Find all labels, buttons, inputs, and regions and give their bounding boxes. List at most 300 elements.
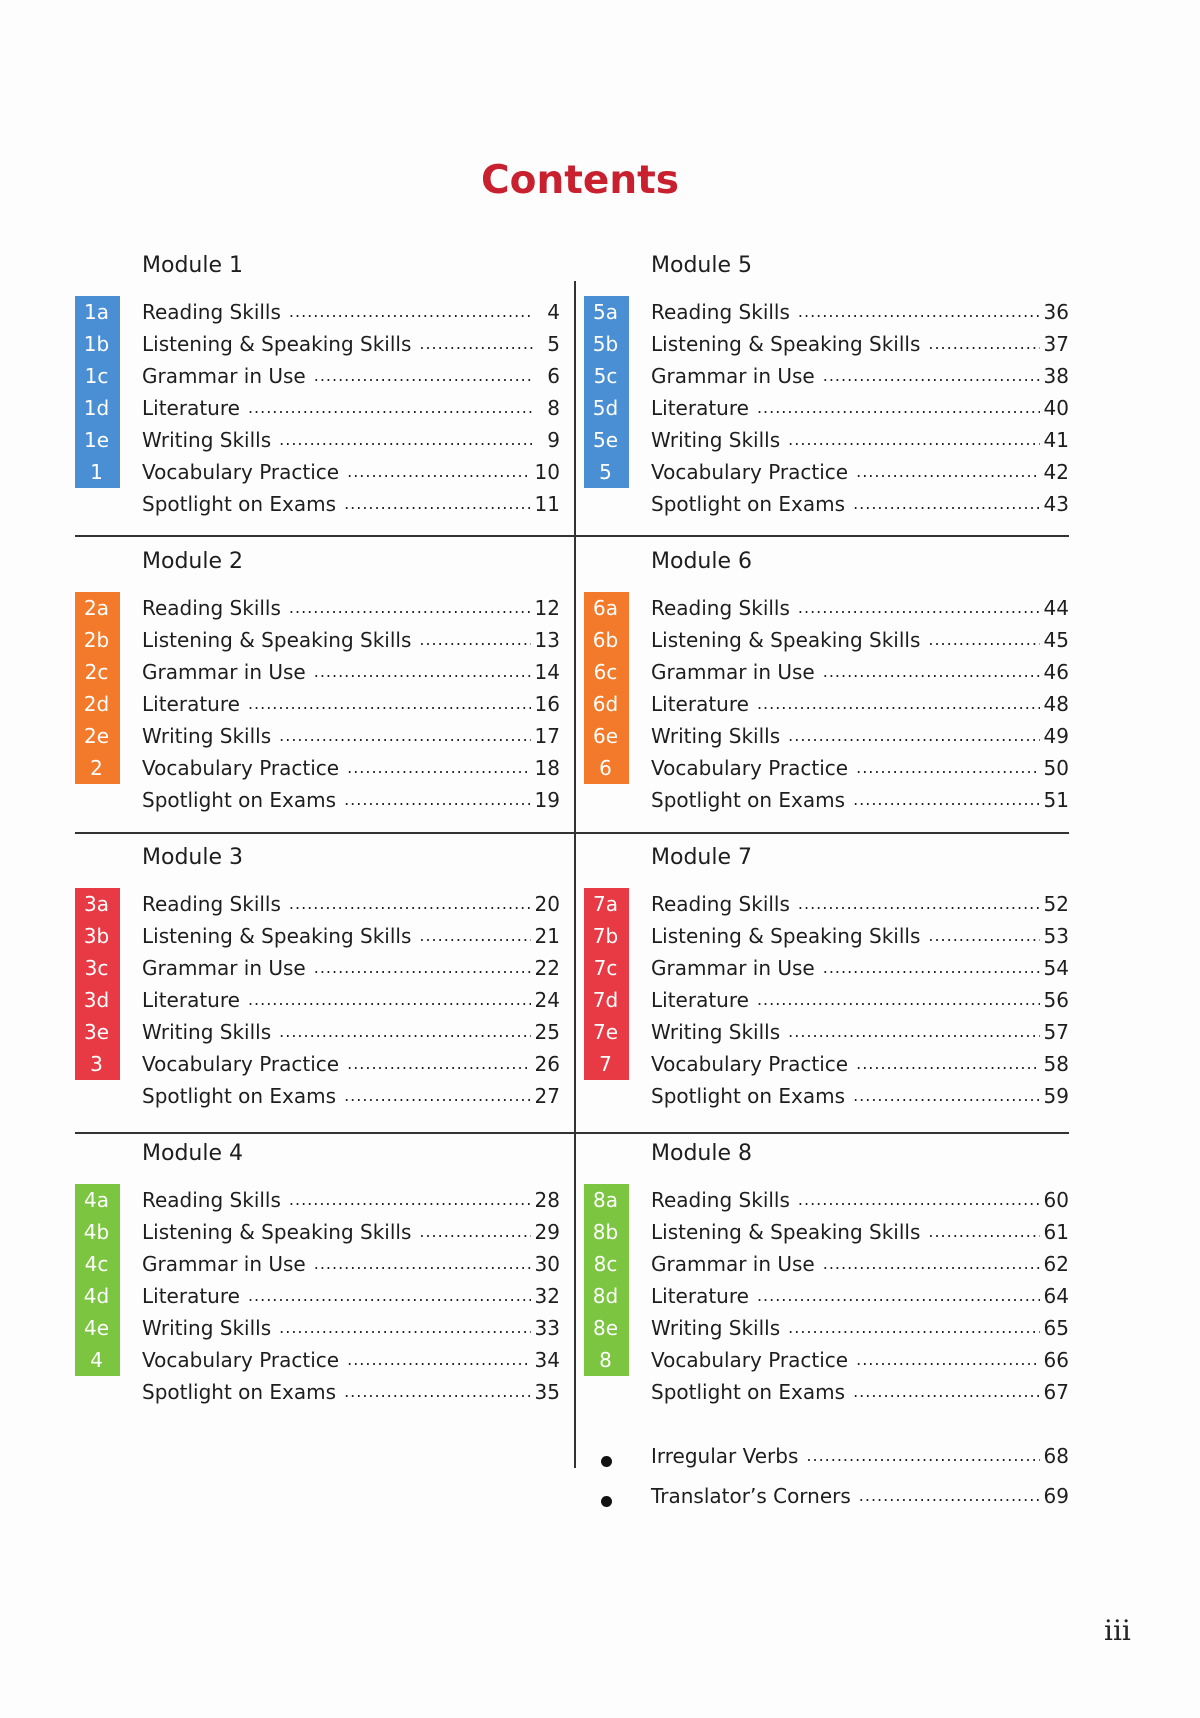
dot-leader — [419, 624, 530, 656]
toc-entry — [651, 1248, 1069, 1280]
toc-row[interactable] — [75, 1048, 560, 1080]
dot-leader — [928, 328, 1039, 360]
section-code-badge: 1a — [75, 296, 120, 328]
toc-row[interactable] — [75, 1016, 560, 1048]
toc-row[interactable] — [584, 392, 1069, 424]
toc-entry-label: Grammar in Use — [142, 660, 306, 684]
toc-entry-page: 20 — [534, 892, 560, 916]
toc-row[interactable] — [584, 624, 1069, 656]
toc-row[interactable] — [584, 688, 1069, 720]
extras-list — [591, 1440, 1069, 1520]
dot-leader — [856, 1344, 1039, 1376]
toc-row[interactable] — [75, 592, 560, 624]
section-code-badge: 6a — [584, 592, 629, 624]
toc-row[interactable] — [584, 424, 1069, 456]
dot-leader — [344, 488, 530, 520]
bullet-icon — [601, 1456, 612, 1467]
toc-row[interactable] — [75, 1080, 560, 1112]
toc-row[interactable] — [584, 328, 1069, 360]
toc-entry-page: 32 — [534, 1284, 560, 1308]
toc-entry-label: Reading Skills — [142, 892, 281, 916]
toc-row[interactable] — [75, 656, 560, 688]
dot-leader — [928, 1216, 1039, 1248]
toc-row[interactable] — [75, 328, 560, 360]
toc-entry-label: Literature — [651, 988, 749, 1012]
page-number: iii — [1104, 1614, 1131, 1647]
toc-entry — [651, 1376, 1069, 1408]
toc-row[interactable] — [584, 592, 1069, 624]
toc-row[interactable] — [75, 888, 560, 920]
toc-entry-label: Vocabulary Practice — [651, 1348, 849, 1372]
toc-entry-label: Grammar in Use — [651, 660, 815, 684]
toc-entry-label: Spotlight on Exams — [142, 492, 337, 516]
dot-leader — [806, 1440, 1039, 1472]
section-code-badge — [75, 1376, 120, 1408]
toc-row[interactable] — [75, 624, 560, 656]
section-code-badge: 8b — [584, 1216, 629, 1248]
toc-entry-label: Writing Skills — [142, 1316, 272, 1340]
dot-leader — [853, 784, 1039, 816]
module-entries — [75, 296, 560, 520]
toc-entry-page: 22 — [534, 956, 560, 980]
dot-leader — [248, 688, 531, 720]
section-code-badge: 6c — [584, 656, 629, 688]
page-title: Contents — [481, 158, 679, 203]
toc-entry-page: 60 — [1043, 1188, 1069, 1212]
toc-entry — [142, 296, 560, 328]
section-code-badge: 8a — [584, 1184, 629, 1216]
toc-entry-label: Listening & Speaking Skills — [142, 628, 412, 652]
toc-row[interactable] — [584, 296, 1069, 328]
toc-entry-page: 52 — [1043, 892, 1069, 916]
section-code-badge: 7a — [584, 888, 629, 920]
toc-entry-page: 44 — [1043, 596, 1069, 620]
toc-entry-page: 6 — [547, 364, 560, 388]
section-code-badge — [75, 784, 120, 816]
toc-entry — [651, 1048, 1069, 1080]
toc-row[interactable] — [584, 784, 1069, 816]
toc-row[interactable] — [584, 952, 1069, 984]
dot-leader — [248, 984, 531, 1016]
dot-leader — [853, 488, 1039, 520]
toc-entry-page: 17 — [534, 724, 560, 748]
toc-entry-page: 67 — [1043, 1380, 1069, 1404]
toc-entry — [651, 1016, 1069, 1048]
toc-row[interactable] — [75, 1184, 560, 1216]
dot-leader — [248, 1280, 531, 1312]
toc-entry-page: 37 — [1043, 332, 1069, 356]
dot-leader — [788, 1312, 1039, 1344]
toc-entry-page: 50 — [1043, 756, 1069, 780]
toc-entry-page: 68 — [1043, 1444, 1069, 1468]
section-code-badge: 8e — [584, 1312, 629, 1344]
toc-row[interactable] — [584, 1312, 1069, 1344]
toc-row[interactable] — [75, 424, 560, 456]
toc-entry — [142, 1376, 560, 1408]
toc-row[interactable] — [75, 720, 560, 752]
toc-entry-page: 27 — [534, 1084, 560, 1108]
toc-entry-page: 12 — [534, 596, 560, 620]
module-entries — [75, 888, 560, 1112]
toc-entry-label: Spotlight on Exams — [651, 788, 846, 812]
section-code-badge: 2b — [75, 624, 120, 656]
toc-entry — [651, 920, 1069, 952]
dot-leader — [344, 1080, 530, 1112]
toc-entry-label: Translator’s Corners — [651, 1484, 851, 1508]
module-entries — [75, 592, 560, 816]
section-code-badge: 5e — [584, 424, 629, 456]
toc-entry-page: 59 — [1043, 1084, 1069, 1108]
toc-entry-label: Reading Skills — [142, 596, 281, 620]
toc-entry-page: 24 — [534, 988, 560, 1012]
toc-entry-label: Grammar in Use — [142, 1252, 306, 1276]
toc-entry-label: Listening & Speaking Skills — [142, 332, 412, 356]
toc-row[interactable] — [75, 920, 560, 952]
section-code-badge: 3d — [75, 984, 120, 1016]
dot-leader — [853, 1080, 1039, 1112]
toc-row[interactable] — [584, 1216, 1069, 1248]
toc-entry — [651, 1344, 1069, 1376]
section-code-badge: 2e — [75, 720, 120, 752]
section-code-badge: 1c — [75, 360, 120, 392]
module-title: Module 2 — [142, 549, 243, 574]
toc-entry-page: 21 — [534, 924, 560, 948]
toc-row[interactable] — [584, 1016, 1069, 1048]
toc-entry — [651, 624, 1069, 656]
toc-row[interactable] — [584, 456, 1069, 488]
module-entries — [584, 888, 1069, 1112]
toc-entry-label: Literature — [142, 1284, 240, 1308]
toc-entry-page: 43 — [1043, 492, 1069, 516]
toc-entry-label: Spotlight on Exams — [142, 1084, 337, 1108]
toc-entry-page: 64 — [1043, 1284, 1069, 1308]
column-divider — [574, 281, 576, 1468]
section-code-badge: 8c — [584, 1248, 629, 1280]
toc-entry-page: 54 — [1043, 956, 1069, 980]
dot-leader — [823, 952, 1040, 984]
section-code-badge: 3c — [75, 952, 120, 984]
section-code-badge: 7b — [584, 920, 629, 952]
toc-entry-page: 49 — [1043, 724, 1069, 748]
toc-entry — [651, 784, 1069, 816]
toc-row[interactable] — [75, 688, 560, 720]
dot-leader — [419, 920, 530, 952]
toc-entry — [142, 488, 560, 520]
toc-entry — [142, 1312, 560, 1344]
dot-leader — [279, 720, 530, 752]
toc-entry — [142, 1016, 560, 1048]
toc-entry-page: 36 — [1043, 300, 1069, 324]
toc-entry — [142, 720, 560, 752]
section-code-badge: 1d — [75, 392, 120, 424]
dot-leader — [347, 1048, 530, 1080]
section-code-badge: 2d — [75, 688, 120, 720]
toc-entry — [142, 1184, 560, 1216]
toc-row[interactable] — [75, 1344, 560, 1376]
toc-entry-page: 19 — [534, 788, 560, 812]
dot-leader — [928, 920, 1039, 952]
toc-entry-page: 25 — [534, 1020, 560, 1044]
toc-row[interactable] — [75, 1376, 560, 1408]
toc-row[interactable] — [75, 1248, 560, 1280]
toc-entry-page: 10 — [534, 460, 560, 484]
dot-leader — [289, 888, 531, 920]
toc-entry-label: Literature — [651, 692, 749, 716]
toc-row[interactable] — [584, 1184, 1069, 1216]
dot-leader — [788, 1016, 1039, 1048]
toc-row[interactable] — [75, 488, 560, 520]
toc-row[interactable] — [75, 456, 560, 488]
toc-entry — [651, 296, 1069, 328]
toc-entry-label: Vocabulary Practice — [142, 756, 340, 780]
toc-entry — [142, 328, 560, 360]
section-code-badge: 6e — [584, 720, 629, 752]
section-code-badge: 5b — [584, 328, 629, 360]
dot-leader — [419, 1216, 530, 1248]
toc-entry — [651, 1080, 1069, 1112]
toc-entry-label: Writing Skills — [142, 1020, 272, 1044]
toc-entry — [142, 656, 560, 688]
dot-leader — [314, 656, 531, 688]
section-code-badge: 4e — [75, 1312, 120, 1344]
dot-leader — [823, 360, 1040, 392]
toc-entry-label: Spotlight on Exams — [142, 1380, 337, 1404]
toc-row[interactable] — [75, 984, 560, 1016]
section-code-badge: 5a — [584, 296, 629, 328]
toc-row[interactable] — [75, 360, 560, 392]
toc-entry-page: 57 — [1043, 1020, 1069, 1044]
section-code-badge: 6 — [584, 752, 629, 784]
section-code-badge: 5d — [584, 392, 629, 424]
toc-row[interactable] — [584, 360, 1069, 392]
section-code-badge: 3a — [75, 888, 120, 920]
toc-entry-page: 69 — [1043, 1484, 1069, 1508]
toc-entry-label: Writing Skills — [651, 1020, 781, 1044]
toc-entry — [651, 1480, 1069, 1512]
toc-entry-label: Reading Skills — [142, 300, 281, 324]
toc-entry — [142, 624, 560, 656]
toc-entry — [651, 1184, 1069, 1216]
toc-entry-page: 29 — [534, 1220, 560, 1244]
toc-entry — [651, 392, 1069, 424]
toc-row[interactable] — [584, 656, 1069, 688]
dot-leader — [788, 424, 1039, 456]
toc-entry — [651, 1280, 1069, 1312]
toc-entry-label: Reading Skills — [651, 892, 790, 916]
bullet-icon — [601, 1496, 612, 1507]
toc-entry-page: 14 — [534, 660, 560, 684]
section-code-badge: 5c — [584, 360, 629, 392]
dot-leader — [347, 752, 530, 784]
toc-entry-label: Listening & Speaking Skills — [651, 1220, 921, 1244]
section-code-badge: 4c — [75, 1248, 120, 1280]
toc-entry-label: Grammar in Use — [142, 956, 306, 980]
dot-leader — [798, 1184, 1040, 1216]
dot-leader — [279, 1016, 530, 1048]
toc-row[interactable] — [584, 1376, 1069, 1408]
dot-leader — [289, 1184, 531, 1216]
toc-entry — [651, 424, 1069, 456]
toc-entry-label: Writing Skills — [651, 724, 781, 748]
section-code-badge: 6b — [584, 624, 629, 656]
toc-row[interactable] — [584, 1248, 1069, 1280]
module-title: Module 7 — [651, 845, 752, 870]
section-code-badge: 5 — [584, 456, 629, 488]
dot-leader — [856, 752, 1039, 784]
toc-entry-label: Listening & Speaking Skills — [142, 924, 412, 948]
toc-entry-label: Vocabulary Practice — [142, 1052, 340, 1076]
toc-entry-page: 11 — [534, 492, 560, 516]
section-code-badge: 8d — [584, 1280, 629, 1312]
toc-row[interactable] — [584, 488, 1069, 520]
toc-entry-label: Listening & Speaking Skills — [142, 1220, 412, 1244]
toc-entry-page: 13 — [534, 628, 560, 652]
toc-entry — [651, 984, 1069, 1016]
section-code-badge — [584, 1080, 629, 1112]
toc-entry-page: 18 — [534, 756, 560, 780]
toc-entry-label: Literature — [142, 396, 240, 420]
toc-row[interactable] — [584, 1280, 1069, 1312]
toc-row[interactable] — [75, 1216, 560, 1248]
toc-row[interactable] — [584, 1080, 1069, 1112]
toc-entry-label: Literature — [142, 692, 240, 716]
module-title: Module 1 — [142, 253, 243, 278]
section-code-badge: 7 — [584, 1048, 629, 1080]
toc-entry — [142, 1080, 560, 1112]
dot-leader — [289, 592, 531, 624]
toc-entry — [142, 592, 560, 624]
dot-leader — [279, 424, 534, 456]
dot-leader — [279, 1312, 530, 1344]
toc-entry-page: 8 — [547, 396, 560, 420]
module-entries — [75, 1184, 560, 1408]
toc-row[interactable] — [584, 1048, 1069, 1080]
toc-entry-page: 9 — [547, 428, 560, 452]
dot-leader — [347, 1344, 530, 1376]
toc-entry-label: Reading Skills — [651, 300, 790, 324]
toc-entry — [651, 952, 1069, 984]
dot-leader — [798, 592, 1040, 624]
toc-entry — [651, 456, 1069, 488]
toc-entry — [142, 1048, 560, 1080]
section-code-badge: 7e — [584, 1016, 629, 1048]
toc-row[interactable] — [584, 984, 1069, 1016]
section-code-badge: 3e — [75, 1016, 120, 1048]
module-entries — [584, 1184, 1069, 1408]
toc-entry — [142, 784, 560, 816]
module-entries — [584, 592, 1069, 816]
toc-entry-label: Irregular Verbs — [651, 1444, 799, 1468]
section-code-badge: 4d — [75, 1280, 120, 1312]
section-code-badge: 1b — [75, 328, 120, 360]
dot-leader — [314, 952, 531, 984]
row-divider — [75, 535, 1069, 537]
toc-entry — [142, 688, 560, 720]
toc-row[interactable] — [75, 1312, 560, 1344]
toc-row[interactable] — [75, 784, 560, 816]
dot-leader — [798, 296, 1040, 328]
dot-leader — [823, 1248, 1040, 1280]
dot-leader — [757, 1280, 1040, 1312]
toc-row[interactable] — [584, 752, 1069, 784]
toc-entry-page: 38 — [1043, 364, 1069, 388]
toc-entry-page: 33 — [534, 1316, 560, 1340]
section-code-badge — [584, 488, 629, 520]
extra-item-translators-corners[interactable] — [591, 1480, 1069, 1520]
dot-leader — [314, 360, 534, 392]
dot-leader — [314, 1248, 531, 1280]
section-code-badge: 7d — [584, 984, 629, 1016]
toc-entry-page: 34 — [534, 1348, 560, 1372]
module-entries — [584, 296, 1069, 520]
toc-entry — [142, 984, 560, 1016]
section-code-badge: 2c — [75, 656, 120, 688]
toc-row[interactable] — [75, 1280, 560, 1312]
toc-entry — [651, 592, 1069, 624]
toc-entry-page: 30 — [534, 1252, 560, 1276]
toc-entry — [651, 360, 1069, 392]
toc-entry — [651, 656, 1069, 688]
row-divider — [75, 1132, 1069, 1134]
toc-row[interactable] — [584, 1344, 1069, 1376]
toc-entry — [142, 360, 560, 392]
toc-entry-page: 48 — [1043, 692, 1069, 716]
toc-row[interactable] — [75, 392, 560, 424]
toc-entry — [142, 752, 560, 784]
toc-entry — [651, 720, 1069, 752]
extra-item-irregular-verbs[interactable] — [591, 1440, 1069, 1480]
dot-leader — [344, 1376, 530, 1408]
toc-entry-page: 42 — [1043, 460, 1069, 484]
section-code-badge: 8 — [584, 1344, 629, 1376]
toc-row[interactable] — [75, 296, 560, 328]
toc-entry-label: Vocabulary Practice — [651, 1052, 849, 1076]
toc-entry-label: Reading Skills — [651, 1188, 790, 1212]
toc-entry-label: Literature — [651, 1284, 749, 1308]
dot-leader — [248, 392, 534, 424]
toc-row[interactable] — [75, 752, 560, 784]
toc-row[interactable] — [584, 720, 1069, 752]
toc-entry-label: Spotlight on Exams — [651, 1380, 846, 1404]
toc-entry-label: Grammar in Use — [651, 1252, 815, 1276]
module-title: Module 4 — [142, 1141, 243, 1166]
toc-entry-label: Grammar in Use — [651, 956, 815, 980]
dot-leader — [823, 656, 1040, 688]
toc-entry-label: Grammar in Use — [651, 364, 815, 388]
toc-row[interactable] — [75, 952, 560, 984]
toc-entry-label: Reading Skills — [651, 596, 790, 620]
toc-entry-label: Reading Skills — [142, 1188, 281, 1212]
module-title: Module 8 — [651, 1141, 752, 1166]
toc-entry — [651, 888, 1069, 920]
toc-row[interactable] — [584, 888, 1069, 920]
dot-leader — [856, 1048, 1039, 1080]
toc-entry-label: Listening & Speaking Skills — [651, 628, 921, 652]
section-code-badge: 3b — [75, 920, 120, 952]
toc-entry-label: Vocabulary Practice — [651, 460, 849, 484]
toc-entry-label: Spotlight on Exams — [651, 492, 846, 516]
toc-entry — [142, 1344, 560, 1376]
module-title: Module 5 — [651, 253, 752, 278]
toc-entry — [142, 1216, 560, 1248]
toc-entry — [142, 424, 560, 456]
toc-entry — [651, 328, 1069, 360]
toc-entry — [651, 752, 1069, 784]
toc-entry-page: 53 — [1043, 924, 1069, 948]
toc-entry-page: 40 — [1043, 396, 1069, 420]
toc-entry-page: 5 — [547, 332, 560, 356]
toc-row[interactable] — [584, 920, 1069, 952]
